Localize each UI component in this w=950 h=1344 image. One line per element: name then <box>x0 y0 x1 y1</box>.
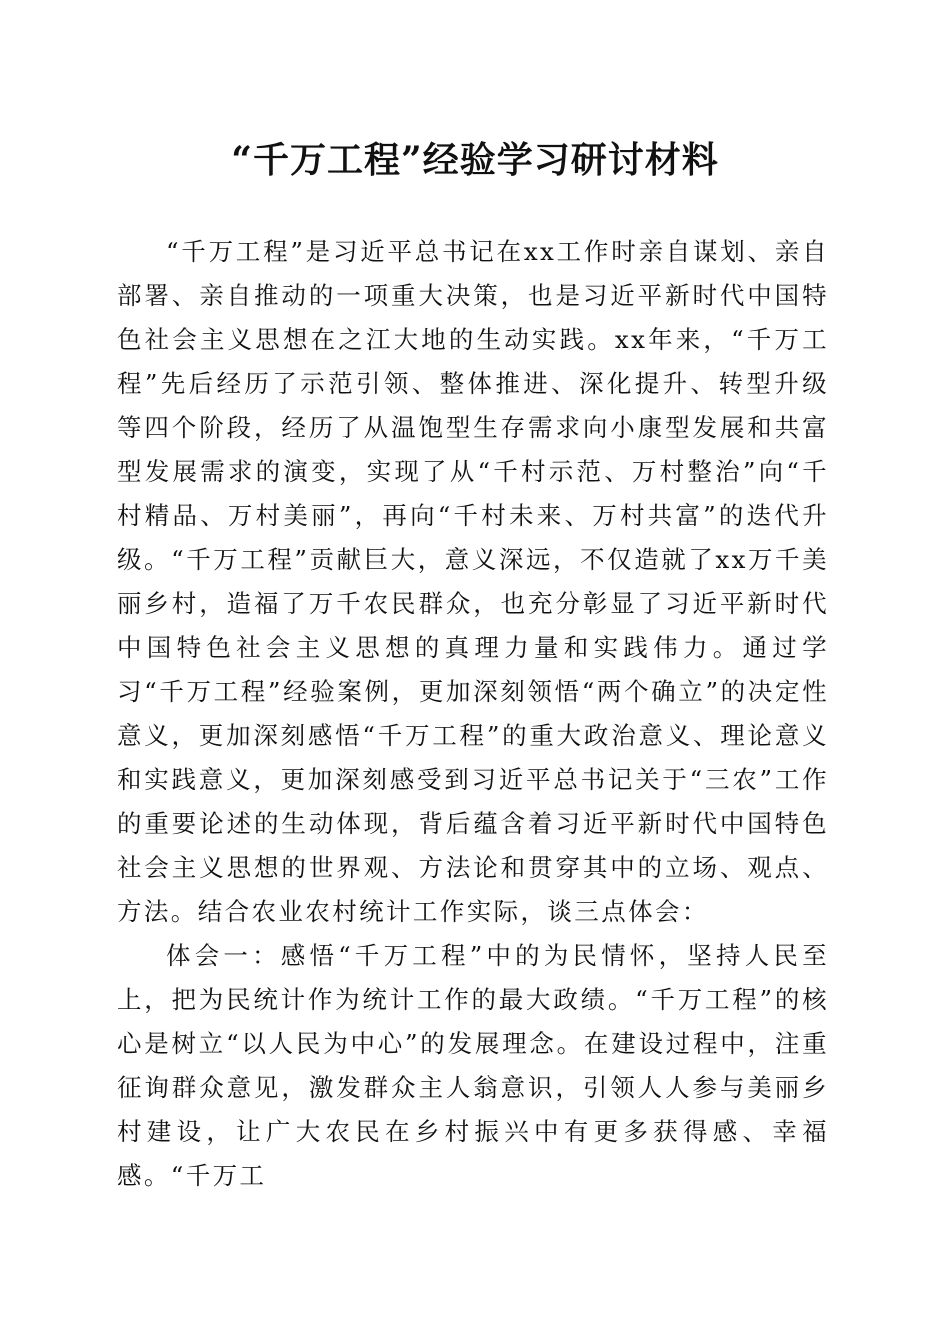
document-body <box>117 230 829 1198</box>
paragraph-insight-one: 体会一：感悟“千万工程”中的为民情怀，坚持人民至上，把为民统计作为统计工作的最大政绩。“千万工程”的核心是树立“以人民为中心”的发展理念。在建设过程中，注重征询群众意见，激发群众主人翁意识，引领人人参与美丽乡村建设，让广大农民在乡村振兴中有更多获得感、幸福感。“千万工 <box>117 941 829 1190</box>
document-title: “千万工程”经验学习研讨材料 <box>231 139 719 181</box>
paragraph-intro: “千万工程”是习近平总书记在xx工作时亲自谋划、亲自部署、亲自推动的一项重大决策，也是习近平新时代中国特色社会主义思想在之江大地的生动实践。xx年来，“千万工程”先后经历了示范引领、整体推进、深化提升、转型升级等四个阶段，经历了从温饱型生存需求向小康型发展和共富型发展需求的演变，实现了从“千村示范、万村整治”向“千村精品、万村美丽”，再向“千村未来、万村共富”的迭代升级。“千万工程”贡献巨大，意义深远，不仅造就了xx万千美丽乡村，造福了万千农民群众，也充分彰显了习近平新时代中国特色社会主义思想的真理力量和实践伟力。通过学习“千万工程”经验案例，更加深刻领悟“两个确立”的决定性意义，更加深刻感悟“千万工程”的重大政治意义、理论意义和实践意义，更加深刻感受到习近平总书记关于“三农”工作的重要论述的生动体现，背后蕴含着习近平新时代中国特色社会主义思想的世界观、方法论和贯穿其中的立场、观点、方法。结合农业农村统计工作实际，谈三点体会： <box>117 237 829 926</box>
